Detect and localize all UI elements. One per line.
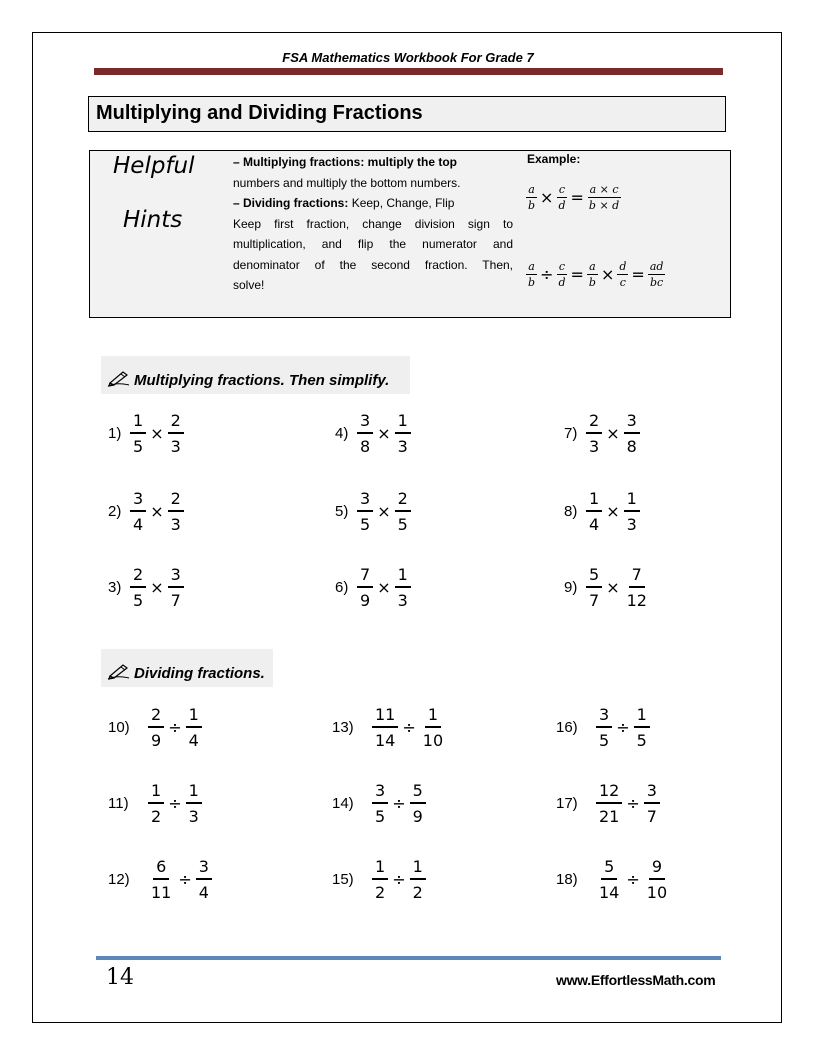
operator-sign: ÷: [168, 718, 182, 737]
first-fraction: [596, 857, 622, 902]
ex2-fraction-a-b-2: [587, 260, 598, 289]
operator-sign: ÷: [392, 870, 406, 889]
times-sign: ×: [540, 188, 554, 207]
first-fraction: [357, 489, 373, 534]
denominator: 5: [133, 591, 144, 610]
numerator: ad: [649, 260, 664, 273]
hints-text: [233, 152, 513, 296]
numerator: 1: [634, 705, 650, 728]
numerator: c: [558, 183, 566, 196]
operator-sign: ×: [150, 502, 164, 521]
denominator: 5: [397, 515, 408, 534]
operator-sign: ×: [606, 502, 620, 521]
second-fraction: [186, 705, 202, 750]
denominator: b: [528, 199, 536, 212]
first-fraction: [596, 781, 622, 826]
problem-17: [556, 781, 660, 826]
first-fraction: [372, 857, 388, 902]
denominator: 5: [133, 437, 144, 456]
operator-sign: ×: [377, 578, 391, 597]
numerator: 1: [372, 857, 388, 880]
second-fraction: [410, 857, 426, 902]
denominator: 7: [646, 807, 657, 826]
example-label: Example:: [527, 152, 581, 166]
numerator: 3: [130, 489, 146, 512]
book-title: FSA Mathematics Workbook For Grade 7: [282, 50, 534, 65]
denominator: 5: [360, 515, 371, 534]
hint-para-line-2: multiplication, and flip the numerator and: [233, 237, 513, 251]
problem-8: [564, 489, 640, 534]
problem-5: [335, 489, 411, 534]
hints-label-helpful: Helpful: [113, 153, 195, 179]
second-fraction: [624, 489, 640, 534]
hint-multiply: – Multiplying fractions: multiply the top: [233, 155, 457, 169]
second-fraction: [186, 781, 202, 826]
problem-number: 10): [108, 719, 130, 736]
title-rule: [94, 68, 723, 75]
numerator: 3: [372, 781, 388, 804]
page-number: 14: [106, 965, 134, 990]
problem-11: [108, 781, 202, 826]
problem-16: [556, 705, 650, 750]
operator-sign: ×: [150, 578, 164, 597]
operator-sign: ÷: [392, 794, 406, 813]
second-fraction: [644, 781, 660, 826]
hint-multiply-cont: numbers and multiply the bottom numbers.: [233, 175, 461, 190]
numerator: a: [528, 183, 535, 196]
first-fraction: [130, 489, 146, 534]
problem-1: [108, 411, 184, 456]
numerator: 5: [601, 857, 617, 880]
denominator: 2: [375, 883, 386, 902]
equals-sign: =: [631, 265, 645, 284]
problem-7: [564, 411, 640, 456]
hint-para-line-1: Keep first fraction, change division sign to: [233, 216, 513, 231]
denominator: 4: [589, 515, 600, 534]
problem-number: 3): [108, 579, 122, 596]
denominator: 9: [412, 807, 423, 826]
footer-rule: [96, 956, 721, 960]
second-fraction: [395, 411, 411, 456]
first-fraction: [357, 565, 373, 610]
ex1-fraction-c-d: [556, 183, 567, 212]
numerator: 2: [130, 565, 146, 588]
numerator: 3: [357, 411, 373, 434]
denominator: 9: [360, 591, 371, 610]
numerator: 1: [186, 781, 202, 804]
denominator: 3: [397, 591, 408, 610]
denominator: 11: [151, 883, 172, 902]
site-url: www.EffortlessMath.com: [556, 972, 716, 988]
operator-sign: ×: [606, 578, 620, 597]
first-fraction: [130, 411, 146, 456]
denominator: 2: [412, 883, 423, 902]
operator-sign: ÷: [626, 870, 640, 889]
operator-sign: ÷: [402, 718, 416, 737]
numerator: 1: [130, 411, 146, 434]
operator-sign: ÷: [178, 870, 192, 889]
ex2-result: [648, 260, 666, 289]
multiply-section-title: Multiplying fractions. Then simplify.: [134, 371, 390, 389]
numerator: 1: [586, 489, 602, 512]
problem-6: [335, 565, 411, 610]
numerator: 3: [357, 489, 373, 512]
problem-13: [332, 705, 446, 750]
numerator: 2: [395, 489, 411, 512]
problem-number: 17): [556, 795, 578, 812]
first-fraction: [357, 411, 373, 456]
denominator: b × d: [588, 199, 620, 212]
denominator: d: [558, 199, 566, 212]
problem-number: 11): [108, 795, 129, 812]
problem-number: 4): [335, 425, 349, 442]
numerator: 2: [586, 411, 602, 434]
denominator: 21: [599, 807, 620, 826]
divide-section-header: [101, 649, 273, 687]
problem-number: 5): [335, 503, 349, 520]
denominator: 7: [589, 591, 600, 610]
operator-sign: ×: [606, 424, 620, 443]
denominator: 10: [646, 883, 668, 902]
denominator: 3: [170, 515, 181, 534]
problem-number: 14): [332, 795, 354, 812]
operator-sign: ×: [377, 424, 391, 443]
ex2-fraction-d-c: [617, 260, 628, 289]
second-fraction: [395, 489, 411, 534]
second-fraction: [634, 705, 650, 750]
hint-para-line-4: solve!: [233, 278, 265, 292]
operator-sign: ÷: [616, 718, 630, 737]
problem-number: 13): [332, 719, 354, 736]
problem-number: 12): [108, 871, 130, 888]
operator-sign: ×: [377, 502, 391, 521]
denominator: 2: [151, 807, 162, 826]
denominator: 14: [375, 731, 396, 750]
numerator: 3: [596, 705, 612, 728]
numerator: c: [558, 260, 566, 273]
denominator: 10: [422, 731, 444, 750]
denominator: 3: [170, 437, 181, 456]
first-fraction: [586, 411, 602, 456]
numerator: 3: [168, 565, 184, 588]
denominator: bc: [650, 276, 664, 289]
denominator: 5: [636, 731, 647, 750]
first-fraction: [586, 489, 602, 534]
hint-divide-tail: Keep, Change, Flip: [348, 196, 455, 210]
pencil-icon: [107, 662, 131, 684]
second-fraction: [644, 857, 670, 902]
numerator: 1: [148, 781, 164, 804]
first-fraction: [372, 781, 388, 826]
first-fraction: [372, 705, 398, 750]
problem-14: [332, 781, 426, 826]
operator-sign: ÷: [626, 794, 640, 813]
denominator: 8: [360, 437, 371, 456]
divide-sign: ÷: [540, 265, 554, 284]
denominator: 4: [133, 515, 144, 534]
first-fraction: [148, 705, 164, 750]
denominator: c: [619, 276, 626, 289]
ex2-fraction-a-b: [526, 260, 537, 289]
numerator: 1: [395, 411, 411, 434]
problem-number: 9): [564, 579, 578, 596]
problem-10: [108, 705, 202, 750]
second-fraction: [395, 565, 411, 610]
problem-number: 15): [332, 871, 354, 888]
problem-4: [335, 411, 411, 456]
numerator: 2: [168, 411, 184, 434]
numerator: a: [528, 260, 535, 273]
times-sign: ×: [600, 265, 615, 284]
hint-para-line-3: denominator of the second fraction. Then,: [233, 257, 513, 272]
denominator: 5: [375, 807, 386, 826]
numerator: 1: [186, 705, 202, 728]
divide-section-title: Dividing fractions.: [134, 664, 265, 682]
numerator: 7: [629, 565, 645, 588]
helpful-hints-box: [89, 150, 731, 318]
numerator: 2: [148, 705, 164, 728]
denominator: 3: [397, 437, 408, 456]
numerator: 3: [624, 411, 640, 434]
first-fraction: [148, 857, 174, 902]
hints-label-hints: Hints: [123, 207, 183, 233]
problem-number: 6): [335, 579, 349, 596]
second-fraction: [624, 411, 640, 456]
denominator: 12: [626, 591, 647, 610]
numerator: 3: [196, 857, 212, 880]
problem-number: 8): [564, 503, 578, 520]
denominator: 14: [599, 883, 620, 902]
numerator: 12: [596, 781, 622, 804]
problem-number: 16): [556, 719, 578, 736]
second-fraction: [624, 565, 650, 610]
example-divide-formula: [526, 260, 665, 289]
denominator: 5: [599, 731, 610, 750]
denominator: 9: [151, 731, 162, 750]
first-fraction: [148, 781, 164, 826]
hint-divide-head: – Dividing fractions:: [233, 196, 349, 210]
numerator: a: [589, 260, 596, 273]
denominator: 7: [170, 591, 181, 610]
ex2-fraction-c-d: [556, 260, 567, 289]
numerator: 7: [357, 565, 373, 588]
ex1-fraction-a-b: [526, 183, 537, 212]
ex1-result: [587, 183, 621, 212]
problem-18: [556, 857, 670, 902]
operator-sign: ×: [150, 424, 164, 443]
denominator: 4: [198, 883, 209, 902]
problem-9: [564, 565, 650, 610]
denominator: d: [558, 276, 566, 289]
equals-sign: =: [570, 188, 584, 207]
numerator: 1: [395, 565, 411, 588]
problem-2: [108, 489, 184, 534]
denominator: 3: [626, 515, 637, 534]
second-fraction: [168, 489, 184, 534]
first-fraction: [586, 565, 602, 610]
numerator: 1: [624, 489, 640, 512]
second-fraction: [196, 857, 212, 902]
pencil-icon: [107, 369, 131, 391]
example-multiply-formula: [526, 183, 621, 212]
denominator: b: [528, 276, 536, 289]
numerator: 1: [410, 857, 426, 880]
operator-sign: ÷: [168, 794, 182, 813]
section-title: Multiplying and Dividing Fractions: [88, 96, 726, 132]
numerator: d: [619, 260, 627, 273]
second-fraction: [420, 705, 446, 750]
problem-15: [332, 857, 426, 902]
first-fraction: [596, 705, 612, 750]
numerator: 5: [410, 781, 426, 804]
multiply-section-header: [101, 356, 410, 394]
denominator: 3: [188, 807, 199, 826]
numerator: 11: [372, 705, 398, 728]
numerator: 6: [153, 857, 169, 880]
second-fraction: [168, 411, 184, 456]
denominator: 8: [626, 437, 637, 456]
problem-3: [108, 565, 184, 610]
first-fraction: [130, 565, 146, 610]
numerator: 2: [168, 489, 184, 512]
denominator: 4: [188, 731, 199, 750]
problem-number: 7): [564, 425, 578, 442]
numerator: 9: [649, 857, 665, 880]
numerator: a × c: [589, 183, 619, 196]
problem-number: 2): [108, 503, 122, 520]
problem-number: 1): [108, 425, 122, 442]
numerator: 3: [644, 781, 660, 804]
second-fraction: [168, 565, 184, 610]
denominator: 3: [589, 437, 600, 456]
denominator: b: [588, 276, 596, 289]
equals-sign: =: [570, 265, 584, 284]
numerator: 5: [586, 565, 602, 588]
problem-number: 18): [556, 871, 578, 888]
problem-12: [108, 857, 212, 902]
second-fraction: [410, 781, 426, 826]
numerator: 1: [425, 705, 441, 728]
